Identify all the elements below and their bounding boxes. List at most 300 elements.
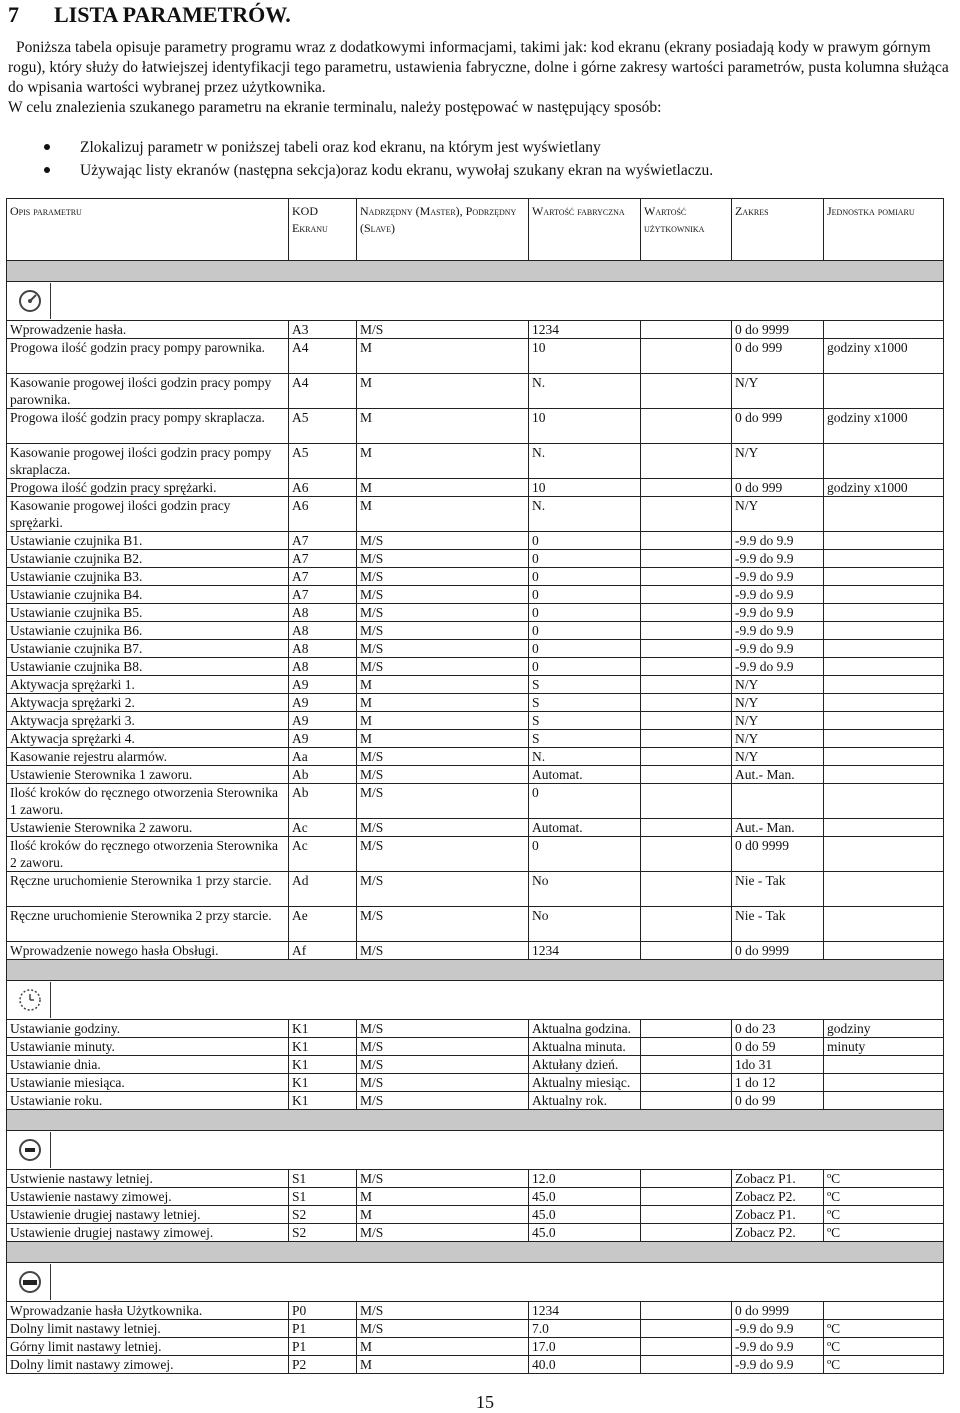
cell-screen-code: A9 [289, 730, 357, 748]
cell-screen-code: A7 [289, 586, 357, 604]
intro-text [8, 38, 958, 118]
cell-user-value[interactable] [641, 550, 732, 568]
cell-user-value[interactable] [641, 1206, 732, 1224]
cell-user-value[interactable] [641, 339, 732, 374]
header-master-slave: Nadrzędny (Master), Podrzędny (Slave) [357, 199, 529, 261]
cell-factory-value: 0 [529, 568, 641, 586]
cell-screen-code: S2 [289, 1224, 357, 1242]
cell-factory-value: Aktualna godzina. [529, 1020, 641, 1038]
cell-unit: godziny x1000 [824, 339, 944, 374]
cell-description: Progowa ilość godzin pracy sprężarki. [7, 479, 289, 497]
cell-description: Dolny limit nastawy letniej. [7, 1320, 289, 1338]
cell-description: Ustwienie nastawy letniej. [7, 1170, 289, 1188]
cell-screen-code: Ac [289, 837, 357, 872]
section-icon-row [7, 282, 944, 321]
cell-user-value[interactable] [641, 694, 732, 712]
cell-screen-code: P1 [289, 1338, 357, 1356]
cell-unit [824, 658, 944, 676]
cell-user-value[interactable] [641, 1302, 732, 1320]
cell-unit [824, 321, 944, 339]
section-icon-cell [7, 1131, 944, 1170]
instruction-list [44, 136, 713, 182]
cell-master-slave: M/S [357, 1092, 529, 1110]
cell-screen-code: S1 [289, 1170, 357, 1188]
cell-factory-value: S [529, 676, 641, 694]
cell-unit [824, 532, 944, 550]
cell-unit: ºC [824, 1188, 944, 1206]
separator-cell [7, 960, 944, 981]
cell-range: N/Y [732, 748, 824, 766]
cell-unit [824, 942, 944, 960]
cell-description: Ustawianie czujnika B5. [7, 604, 289, 622]
cell-factory-value: 0 [529, 837, 641, 872]
cell-master-slave: M [357, 1188, 529, 1206]
cell-factory-value: 0 [529, 658, 641, 676]
cell-unit: godziny x1000 [824, 479, 944, 497]
cell-screen-code: Ae [289, 907, 357, 942]
cell-master-slave: M [357, 694, 529, 712]
table-row [7, 640, 944, 658]
cell-screen-code: A4 [289, 339, 357, 374]
cell-description: Ustawienie Sterownika 2 zaworu. [7, 819, 289, 837]
cell-factory-value: No [529, 907, 641, 942]
cell-factory-value: 17.0 [529, 1338, 641, 1356]
cell-description: Ustawianie minuty. [7, 1038, 289, 1056]
cell-description: Ustawianie miesiąca. [7, 1074, 289, 1092]
cell-user-value[interactable] [641, 586, 732, 604]
cell-factory-value: N. [529, 444, 641, 479]
cell-factory-value: 12.0 [529, 1170, 641, 1188]
cell-factory-value: 45.0 [529, 1188, 641, 1206]
cell-range: -9.9 do 9.9 [732, 604, 824, 622]
cell-unit [824, 748, 944, 766]
table-row [7, 766, 944, 784]
cell-range: 1do 31 [732, 1056, 824, 1074]
cell-unit: godziny [824, 1020, 944, 1038]
cell-factory-value: 45.0 [529, 1224, 641, 1242]
cell-factory-value: Aktułany dzień. [529, 1056, 641, 1074]
cell-factory-value: 0 [529, 640, 641, 658]
instruction-item: Używając listy ekranów (następna sekcja)oraz kodu ekranu, wywołaj szukany ekran na wyświetlaczu. [44, 159, 713, 182]
cell-user-value[interactable] [641, 640, 732, 658]
cell-screen-code: K1 [289, 1020, 357, 1038]
cell-range: 0 do 23 [732, 1020, 824, 1038]
cell-master-slave: M [357, 712, 529, 730]
cell-unit [824, 784, 944, 819]
table-row [7, 1038, 944, 1056]
cell-master-slave: M [357, 409, 529, 444]
cell-master-slave: M/S [357, 748, 529, 766]
cell-master-slave: M/S [357, 766, 529, 784]
cell-factory-value: Aktualny rok. [529, 1092, 641, 1110]
table-row [7, 1020, 944, 1038]
user-screen-icon [10, 1264, 51, 1300]
cell-factory-value: N. [529, 748, 641, 766]
cell-user-value[interactable] [641, 1338, 732, 1356]
cell-description: Ustawianie czujnika B8. [7, 658, 289, 676]
cell-user-value[interactable] [641, 321, 732, 339]
cell-master-slave: M [357, 1356, 529, 1374]
section-icon-row [7, 1131, 944, 1170]
cell-master-slave: M/S [357, 568, 529, 586]
cell-factory-value: S [529, 694, 641, 712]
cell-range: N/Y [732, 444, 824, 479]
cell-screen-code: A6 [289, 497, 357, 532]
cell-master-slave: M [357, 730, 529, 748]
cell-master-slave: M [357, 497, 529, 532]
cell-master-slave: M [357, 1206, 529, 1224]
cell-unit [824, 676, 944, 694]
cell-range: 0 do 99 [732, 1092, 824, 1110]
cell-screen-code: A9 [289, 712, 357, 730]
cell-range: -9.9 do 9.9 [732, 1338, 824, 1356]
cell-screen-code: S1 [289, 1188, 357, 1206]
cell-master-slave: M/S [357, 942, 529, 960]
cell-range: 0 do 59 [732, 1038, 824, 1056]
instruction-item: Zlokalizuj parametr w poniższej tabeli oraz kod ekranu, na którym jest wyświetlany [44, 136, 713, 159]
cell-user-value[interactable] [641, 374, 732, 409]
cell-user-value[interactable] [641, 622, 732, 640]
cell-range: Aut.- Man. [732, 819, 824, 837]
table-row [7, 374, 944, 409]
cell-user-value[interactable] [641, 1020, 732, 1038]
cell-screen-code: K1 [289, 1074, 357, 1092]
cell-unit: ºC [824, 1356, 944, 1374]
cell-factory-value: Aktualny miesiąc. [529, 1074, 641, 1092]
cell-range: 0 do 9999 [732, 1302, 824, 1320]
cell-unit [824, 1056, 944, 1074]
section-icon-cell [7, 282, 944, 321]
cell-description: Ustawienie drugiej nastawy zimowej. [7, 1224, 289, 1242]
cell-range: -9.9 do 9.9 [732, 622, 824, 640]
cell-description: Aktywacja sprężarki 4. [7, 730, 289, 748]
cell-user-value[interactable] [641, 730, 732, 748]
cell-user-value[interactable] [641, 1092, 732, 1110]
table-row [7, 586, 944, 604]
table-row [7, 1356, 944, 1374]
table-row [7, 1074, 944, 1092]
cell-master-slave: M [357, 444, 529, 479]
cell-unit [824, 622, 944, 640]
cell-range: 0 do 9999 [732, 942, 824, 960]
header-description: Opis parametru [7, 199, 289, 261]
table-row [7, 339, 944, 374]
cell-description: Ustawianie czujnika B2. [7, 550, 289, 568]
cell-description: Ręczne uruchomienie Sterownika 1 przy starcie. [7, 872, 289, 907]
header-factory-value: Wartość fabryczna [529, 199, 641, 261]
cell-master-slave: M [357, 479, 529, 497]
cell-screen-code: A9 [289, 694, 357, 712]
cell-unit [824, 604, 944, 622]
section-icon-row [7, 1263, 944, 1302]
table-row [7, 532, 944, 550]
table-row [7, 622, 944, 640]
cell-user-value[interactable] [641, 1056, 732, 1074]
cell-description: Aktywacja sprężarki 3. [7, 712, 289, 730]
cell-screen-code: A8 [289, 622, 357, 640]
cell-factory-value: N. [529, 497, 641, 532]
cell-screen-code: A4 [289, 374, 357, 409]
table-row [7, 712, 944, 730]
cell-factory-value: No [529, 872, 641, 907]
cell-screen-code: A8 [289, 640, 357, 658]
cell-description: Dolny limit nastawy zimowej. [7, 1356, 289, 1374]
cell-master-slave: M/S [357, 1056, 529, 1074]
cell-master-slave: M/S [357, 321, 529, 339]
cell-user-value[interactable] [641, 784, 732, 819]
table-row [7, 1206, 944, 1224]
cell-user-value[interactable] [641, 907, 732, 942]
cell-description: Wprowadzanie hasła Użytkownika. [7, 1302, 289, 1320]
cell-range: -9.9 do 9.9 [732, 1356, 824, 1374]
cell-unit [824, 907, 944, 942]
header-unit: Jednostka pomiaru [824, 199, 944, 261]
cell-factory-value: 7.0 [529, 1320, 641, 1338]
cell-range: -9.9 do 9.9 [732, 532, 824, 550]
cell-master-slave: M/S [357, 784, 529, 819]
cell-range: 0 do 999 [732, 479, 824, 497]
cell-description: Ustawienie nastawy zimowej. [7, 1188, 289, 1206]
cell-screen-code: A9 [289, 676, 357, 694]
cell-factory-value: 0 [529, 532, 641, 550]
cell-description: Górny limit nastawy letniej. [7, 1338, 289, 1356]
cell-unit [824, 712, 944, 730]
cell-factory-value: S [529, 712, 641, 730]
cell-master-slave: M/S [357, 907, 529, 942]
clock-screen-icon [10, 982, 51, 1018]
cell-user-value[interactable] [641, 712, 732, 730]
cell-description: Kasowanie progowej ilości godzin pracy sprężarki. [7, 497, 289, 532]
cell-unit [824, 837, 944, 872]
table-row [7, 479, 944, 497]
cell-screen-code: Aa [289, 748, 357, 766]
cell-range [732, 784, 824, 819]
cell-range: -9.9 do 9.9 [732, 550, 824, 568]
cell-screen-code: A7 [289, 550, 357, 568]
cell-range: 0 do 999 [732, 409, 824, 444]
section-number: 7 [8, 2, 19, 27]
table-row [7, 837, 944, 872]
table-row [7, 658, 944, 676]
cell-factory-value: 0 [529, 586, 641, 604]
cell-user-value[interactable] [641, 1038, 732, 1056]
cell-factory-value: 45.0 [529, 1206, 641, 1224]
cell-user-value[interactable] [641, 568, 732, 586]
cell-unit [824, 444, 944, 479]
cell-description: Wprowadzenie nowego hasła Obsługi. [7, 942, 289, 960]
cell-factory-value: S [529, 730, 641, 748]
cell-master-slave: M/S [357, 640, 529, 658]
cell-user-value[interactable] [641, 1170, 732, 1188]
cell-user-value[interactable] [641, 444, 732, 479]
cell-user-value[interactable] [641, 604, 732, 622]
page-number: 15 [476, 1392, 494, 1412]
cell-master-slave: M [357, 339, 529, 374]
cell-range: -9.9 do 9.9 [732, 658, 824, 676]
cell-description: Ustawianie czujnika B7. [7, 640, 289, 658]
cell-unit [824, 374, 944, 409]
cell-screen-code: A8 [289, 658, 357, 676]
cell-factory-value: Automat. [529, 819, 641, 837]
table-row [7, 550, 944, 568]
cell-unit [824, 694, 944, 712]
header-range: Zakres [732, 199, 824, 261]
cell-master-slave: M/S [357, 819, 529, 837]
cell-user-value[interactable] [641, 837, 732, 872]
cell-description: Ilość kroków do ręcznego otworzenia Sterownika 1 zaworu. [7, 784, 289, 819]
cell-factory-value: 0 [529, 784, 641, 819]
cell-user-value[interactable] [641, 479, 732, 497]
table-row [7, 1338, 944, 1356]
setpoint-screen-icon [10, 1132, 51, 1168]
cell-range: -9.9 do 9.9 [732, 1320, 824, 1338]
cell-factory-value: 10 [529, 339, 641, 374]
cell-description: Aktywacja sprężarki 1. [7, 676, 289, 694]
cell-factory-value: N. [529, 374, 641, 409]
cell-range: N/Y [732, 694, 824, 712]
cell-user-value[interactable] [641, 658, 732, 676]
cell-master-slave: M/S [357, 586, 529, 604]
cell-screen-code: K1 [289, 1056, 357, 1074]
cell-unit: minuty [824, 1038, 944, 1056]
cell-range: 1 do 12 [732, 1074, 824, 1092]
cell-user-value[interactable] [641, 748, 732, 766]
cell-master-slave: M/S [357, 604, 529, 622]
cell-screen-code: K1 [289, 1038, 357, 1056]
cell-range: -9.9 do 9.9 [732, 640, 824, 658]
table-row [7, 321, 944, 339]
cell-master-slave: M/S [357, 1170, 529, 1188]
cell-range: -9.9 do 9.9 [732, 568, 824, 586]
cell-master-slave: M [357, 1338, 529, 1356]
cell-user-value[interactable] [641, 532, 732, 550]
table-row [7, 748, 944, 766]
table-row [7, 444, 944, 479]
cell-range: N/Y [732, 497, 824, 532]
table-row [7, 1320, 944, 1338]
cell-master-slave: M/S [357, 1302, 529, 1320]
cell-factory-value: Automat. [529, 766, 641, 784]
cell-description: Ustawianie czujnika B6. [7, 622, 289, 640]
cell-screen-code: A7 [289, 568, 357, 586]
table-row [7, 1224, 944, 1242]
cell-range: Zobacz P2. [732, 1188, 824, 1206]
cell-screen-code: Af [289, 942, 357, 960]
cell-range: N/Y [732, 676, 824, 694]
cell-range: Zobacz P1. [732, 1206, 824, 1224]
cell-description: Ustawianie czujnika B4. [7, 586, 289, 604]
cell-description: Kasowanie progowej ilości godzin pracy pompy parownika. [7, 374, 289, 409]
section-separator-row [7, 1242, 944, 1263]
section-icon-cell [7, 981, 944, 1020]
cell-factory-value: 40.0 [529, 1356, 641, 1374]
cell-range: 0 d0 9999 [732, 837, 824, 872]
cell-unit: ºC [824, 1206, 944, 1224]
table-row [7, 568, 944, 586]
table-row [7, 942, 944, 960]
cell-master-slave: M/S [357, 1074, 529, 1092]
cell-range: 0 do 999 [732, 339, 824, 374]
cell-user-value[interactable] [641, 872, 732, 907]
cell-factory-value: 0 [529, 622, 641, 640]
cell-user-value[interactable] [641, 1320, 732, 1338]
section-heading [8, 0, 291, 30]
cell-user-value[interactable] [641, 1356, 732, 1374]
cell-range: Nie - Tak [732, 872, 824, 907]
cell-description: Kasowanie progowej ilości godzin pracy pompy skraplacza. [7, 444, 289, 479]
parameter-table [6, 198, 944, 1374]
cell-factory-value: 1234 [529, 942, 641, 960]
section-title: LISTA PARAMETRÓW. [54, 2, 291, 27]
cell-unit [824, 1302, 944, 1320]
table-row [7, 872, 944, 907]
cell-master-slave: M/S [357, 550, 529, 568]
cell-master-slave: M/S [357, 1020, 529, 1038]
cell-screen-code: Ab [289, 766, 357, 784]
table-row [7, 1302, 944, 1320]
cell-master-slave: M/S [357, 622, 529, 640]
cell-user-value[interactable] [641, 942, 732, 960]
table-row [7, 1170, 944, 1188]
cell-master-slave: M [357, 374, 529, 409]
separator-cell [7, 1110, 944, 1131]
header-user-value: Wartość użytkownika [641, 199, 732, 261]
cell-description: Aktywacja sprężarki 2. [7, 694, 289, 712]
cell-factory-value: 1234 [529, 321, 641, 339]
cell-master-slave: M/S [357, 658, 529, 676]
table-row [7, 1188, 944, 1206]
separator-cell [7, 261, 944, 282]
cell-master-slave: M/S [357, 837, 529, 872]
cell-screen-code: A5 [289, 444, 357, 479]
cell-user-value[interactable] [641, 409, 732, 444]
cell-description: Progowa ilość godzin pracy pompy skraplacza. [7, 409, 289, 444]
cell-screen-code: Ab [289, 784, 357, 819]
cell-user-value[interactable] [641, 819, 732, 837]
cell-range: Nie - Tak [732, 907, 824, 942]
cell-unit: godziny x1000 [824, 409, 944, 444]
cell-master-slave: M [357, 676, 529, 694]
cell-range: N/Y [732, 712, 824, 730]
cell-unit: ºC [824, 1320, 944, 1338]
cell-factory-value: 0 [529, 550, 641, 568]
table-row [7, 604, 944, 622]
cell-screen-code: A8 [289, 604, 357, 622]
cell-master-slave: M/S [357, 1224, 529, 1242]
cell-master-slave: M/S [357, 872, 529, 907]
cell-screen-code: A5 [289, 409, 357, 444]
cell-screen-code: P0 [289, 1302, 357, 1320]
cell-user-value[interactable] [641, 497, 732, 532]
cell-range: Aut.- Man. [732, 766, 824, 784]
cell-description: Ustawianie czujnika B1. [7, 532, 289, 550]
cell-master-slave: M/S [357, 532, 529, 550]
cell-screen-code: S2 [289, 1206, 357, 1224]
cell-user-value[interactable] [641, 1188, 732, 1206]
cell-screen-code: Ad [289, 872, 357, 907]
cell-description: Wprowadzenie hasła. [7, 321, 289, 339]
cell-user-value[interactable] [641, 676, 732, 694]
cell-description: Ręczne uruchomienie Sterownika 2 przy starcie. [7, 907, 289, 942]
cell-factory-value: 0 [529, 604, 641, 622]
cell-factory-value: Aktualna minuta. [529, 1038, 641, 1056]
cell-user-value[interactable] [641, 766, 732, 784]
cell-description: Ustawienie drugiej nastawy letniej. [7, 1206, 289, 1224]
cell-range: -9.9 do 9.9 [732, 586, 824, 604]
cell-user-value[interactable] [641, 1074, 732, 1092]
cell-description: Kasowanie rejestru alarmów. [7, 748, 289, 766]
cell-user-value[interactable] [641, 1224, 732, 1242]
